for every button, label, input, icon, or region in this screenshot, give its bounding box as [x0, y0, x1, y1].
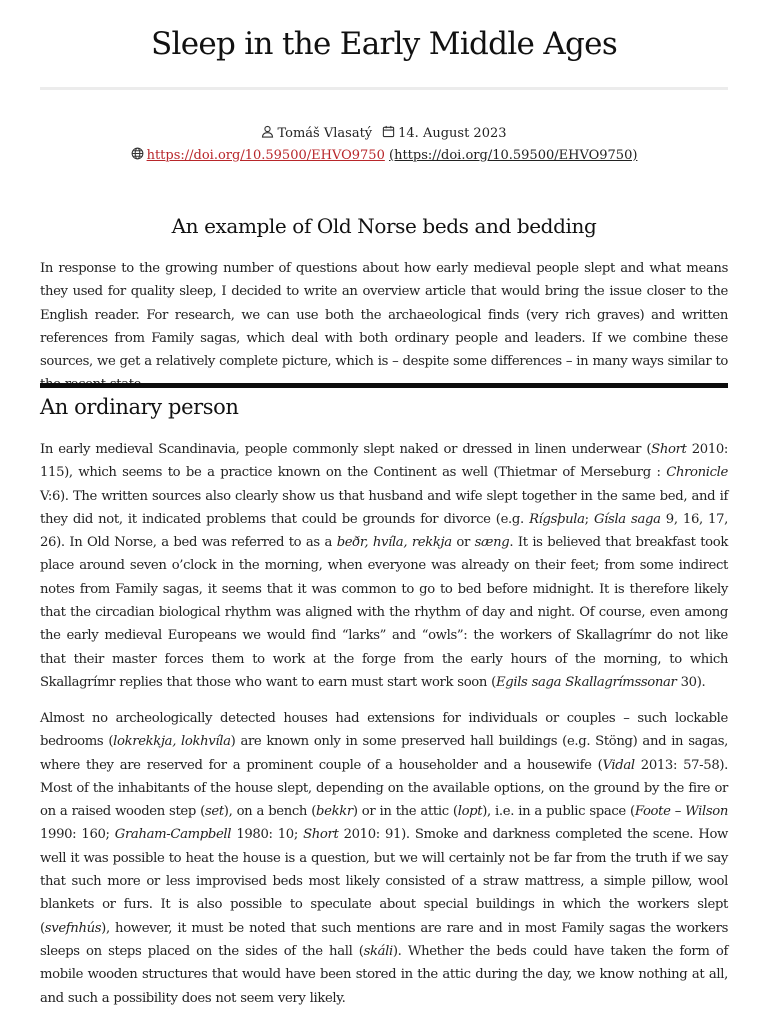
body-paragraph-2 — [40, 707, 728, 1010]
citation-title: Chronicle — [666, 465, 728, 481]
old-norse-term: set — [204, 804, 224, 820]
article-meta — [0, 122, 768, 166]
citation-title: Rígsþula — [529, 511, 585, 527]
text: In early medieval Scandinavia, people commonly slept naked or dressed in linen underwear ( — [40, 442, 652, 457]
section-divider — [40, 383, 728, 388]
title-divider — [40, 87, 728, 90]
citation-title: Short — [651, 442, 687, 457]
old-norse-term: svefnhús — [44, 920, 102, 936]
text: ; — [584, 511, 594, 527]
old-norse-term: sæng — [474, 535, 510, 551]
old-norse-term: skáli — [363, 943, 393, 959]
text: ), however, it must be noted that such mentions are rare and in most Family sagas the workers sleeps on steps placed on the sides of the hall ( — [40, 920, 728, 959]
text: 1990: 160; — [40, 827, 115, 843]
calendar-icon — [382, 125, 395, 142]
doi-link-plain[interactable]: (https://doi.org/10.59500/EHVO9750) — [389, 147, 638, 163]
author-name[interactable]: Tomáš Vlasatý — [277, 125, 373, 141]
text: V:6). The written sources also clearly show us that husband and wife slept together in the same bed, and if they did not, it indicated problems that could be grounds for divorce (e.g. — [40, 488, 728, 527]
text: . It is believed that breakfast took place around seven o’clock in the morning, when everyone was already on their feet; from some indirect notes from Family sagas, it seems that it was common to go to bed before midnight. It is therefore likely that the circadian biological rhythm was aligned with the rhythm of day and night. Of course, even among the early medieval Europeans we would find “larks” and “owls”: the workers of Skallagrímr do not like that their master forces them to work at the forge from the early hours of the morning, to which Skallagrímr replies that those who want to earn must start work soon ( — [40, 535, 729, 690]
text: or — [451, 535, 475, 551]
doi-line — [0, 144, 768, 166]
text: 2010: 115), which seems to be a practice known on the Continent as well (Thietmar of Merseburg : — [40, 442, 728, 481]
byline — [0, 122, 768, 144]
text: ) are known only in some preserved hall buildings (e.g. Stöng) and in sagas, where they are reserved for a prominent couple of a householder and a housewife ( — [40, 734, 729, 773]
text: ), i.e. in a public space ( — [482, 804, 635, 820]
text: Almost no archeologically detected houses had extensions for individuals or couples – such lockable bedrooms ( — [40, 711, 728, 750]
text: 9, 16, 17, 26). In Old Norse, a bed was referred to as a — [40, 511, 728, 551]
body-paragraph-1 — [40, 438, 728, 694]
text: ) or in the attic ( — [352, 804, 458, 820]
text: 2010: 91). Smoke and darkness completed the scene. How well it was possible to heat the house is a question, but we will certainly not be far from the truth if we say that such more or less improvised beds most likely consisted of a straw mattress, a simple pillow, wool blankets or furs. It is also possible to speculate about special buildings in which the workers slept ( — [40, 827, 728, 936]
page-title: Sleep in the Early Middle Ages — [150, 26, 618, 62]
citation-author: Graham-Campbell — [114, 827, 232, 843]
section-heading-example: An example of Old Norse beds and bedding — [171, 214, 597, 238]
citation-title: Gísla saga — [593, 511, 661, 527]
citation-title: Egils saga Skallagrímssonar — [495, 674, 677, 690]
intro-paragraph: In response to the growing number of questions about how early medieval people slept and what means they used for quality sleep, I decided to write an overview article that would bring the issue closer to the English reader. For research, we can use both the archaeological finds (very rich graves) and written references from Family sagas, which deal with both ordinary people and leaders. If we combine these sources, we get a relatively complete picture, which is – despite some differences – in many ways similar to — [40, 261, 728, 370]
citation-author: Short — [303, 827, 339, 843]
globe-icon — [131, 147, 144, 164]
text: ). Whether the beds could have taken the form of mobile wooden structures that would have been stored in the attic during the day, we know nothing at all, and such a possibility does not seem very likely. — [40, 943, 729, 1006]
text: ), on a bench ( — [223, 804, 317, 820]
old-norse-term: lopt — [457, 804, 483, 820]
user-icon — [261, 125, 274, 142]
old-norse-term: bekkr — [316, 804, 353, 820]
text: 2013: 57-58). Most of the inhabitants of the house slept, depending on the available options, on the ground by the fire or on a raised wooden step ( — [40, 757, 728, 820]
section-heading-ordinary: An ordinary person — [40, 395, 239, 419]
doi-link[interactable]: https://doi.org/10.59500/EHVO9750 — [146, 147, 385, 163]
old-norse-term: beðr, hvíla, rekkja — [336, 535, 452, 551]
text: 30). — [676, 674, 706, 690]
text: 1980: 10; — [231, 827, 304, 843]
publish-date: 14. August 2023 — [398, 125, 507, 141]
citation-author: Foote – Wilson — [634, 804, 728, 820]
old-norse-term: lokrekkja, lokhvíla — [113, 734, 231, 750]
citation-author: Vidal — [602, 757, 635, 773]
